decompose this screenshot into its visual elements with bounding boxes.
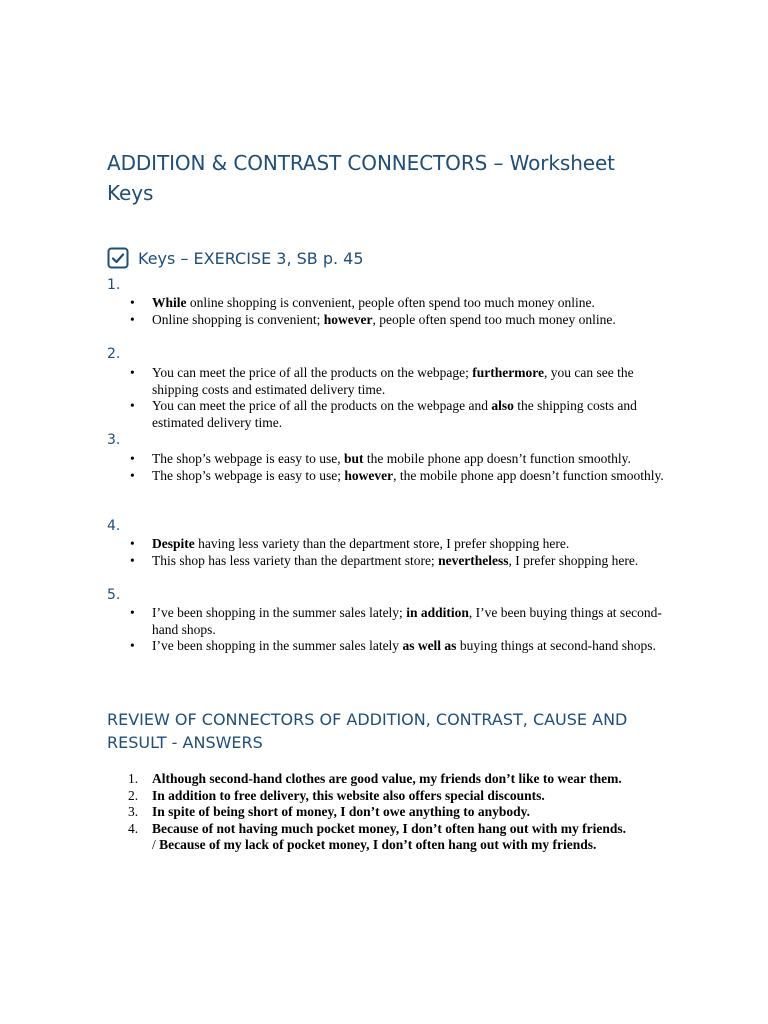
item-number: 2. <box>107 346 121 362</box>
keys-heading-text: Keys – EXERCISE 3, SB p. 45 <box>138 248 364 268</box>
bullet-item: • The shop’s webpage is easy to use; however, the mobile phone app doesn’t function smoothly. <box>152 468 672 485</box>
page-title: ADDITION & CONTRAST CONNECTORS – Worksheet Keys <box>107 151 615 205</box>
bullet-list <box>152 365 672 431</box>
keys-heading <box>107 245 364 271</box>
bullet-item: • While online shopping is convenient, people often spend too much money online. <box>152 295 672 312</box>
answer-number: 4. <box>128 820 139 836</box>
answer-number: 3. <box>128 804 139 819</box>
bullet-list <box>152 451 672 484</box>
item-number: 5. <box>107 587 121 603</box>
bullet-item: • This shop has less variety than the department store; nevertheless, I prefer shopping here. <box>152 553 672 570</box>
answer-item: 4. Because of not having much pocket money, I don’t often hang out with my friends. / Because of my lack of pocket money, I don’t often hang out with my friends. <box>128 820 627 852</box>
answer-item: 1. Although second-hand clothes are good value, my friends don’t like to wear them. <box>128 771 622 786</box>
answer-item: 2. In addition to free delivery, this website also offers special discounts. <box>128 787 545 803</box>
bullet-item: • The shop’s webpage is easy to use, but the mobile phone app doesn’t function smoothly. <box>152 451 672 468</box>
bullet-list <box>152 295 672 328</box>
bullet-item: • I’ve been shopping in the summer sales lately; in addition, I’ve been buying things at second-hand shops. <box>152 605 672 638</box>
item-number: 4. <box>107 518 121 534</box>
alternative-answer: Because of my lack of pocket money, I don’t often hang out with my friends. <box>159 837 597 852</box>
answer-number: 1. <box>128 771 139 786</box>
bullet-item: • Online shopping is convenient; however, people often spend too much money online. <box>152 312 672 329</box>
item-number: 3. <box>107 432 121 448</box>
answer-list <box>128 771 672 854</box>
answer-number: 2. <box>128 787 139 803</box>
bullet-item: • I’ve been shopping in the summer sales lately as well as buying things at second-hand shops. <box>152 638 672 655</box>
bullet-item: • You can meet the price of all the products on the webpage; furthermore, you can see the shipping costs and estimated delivery time. <box>152 365 672 398</box>
bullet-item: • Despite having less variety than the department store, I prefer shopping here. <box>152 536 672 553</box>
bullet-list <box>152 605 672 655</box>
checkbox-checked-icon <box>107 247 129 269</box>
review-heading: REVIEW OF CONNECTORS OF ADDITION, CONTRAST, CAUSE AND RESULT - ANSWERS <box>107 710 628 752</box>
item-number: 1. <box>107 277 121 293</box>
bullet-item: • You can meet the price of all the products on the webpage and also the shipping costs and estimated delivery time. <box>152 398 672 431</box>
bullet-list <box>152 536 672 569</box>
answer-item: 3. In spite of being short of money, I don’t owe anything to anybody. <box>128 804 531 819</box>
